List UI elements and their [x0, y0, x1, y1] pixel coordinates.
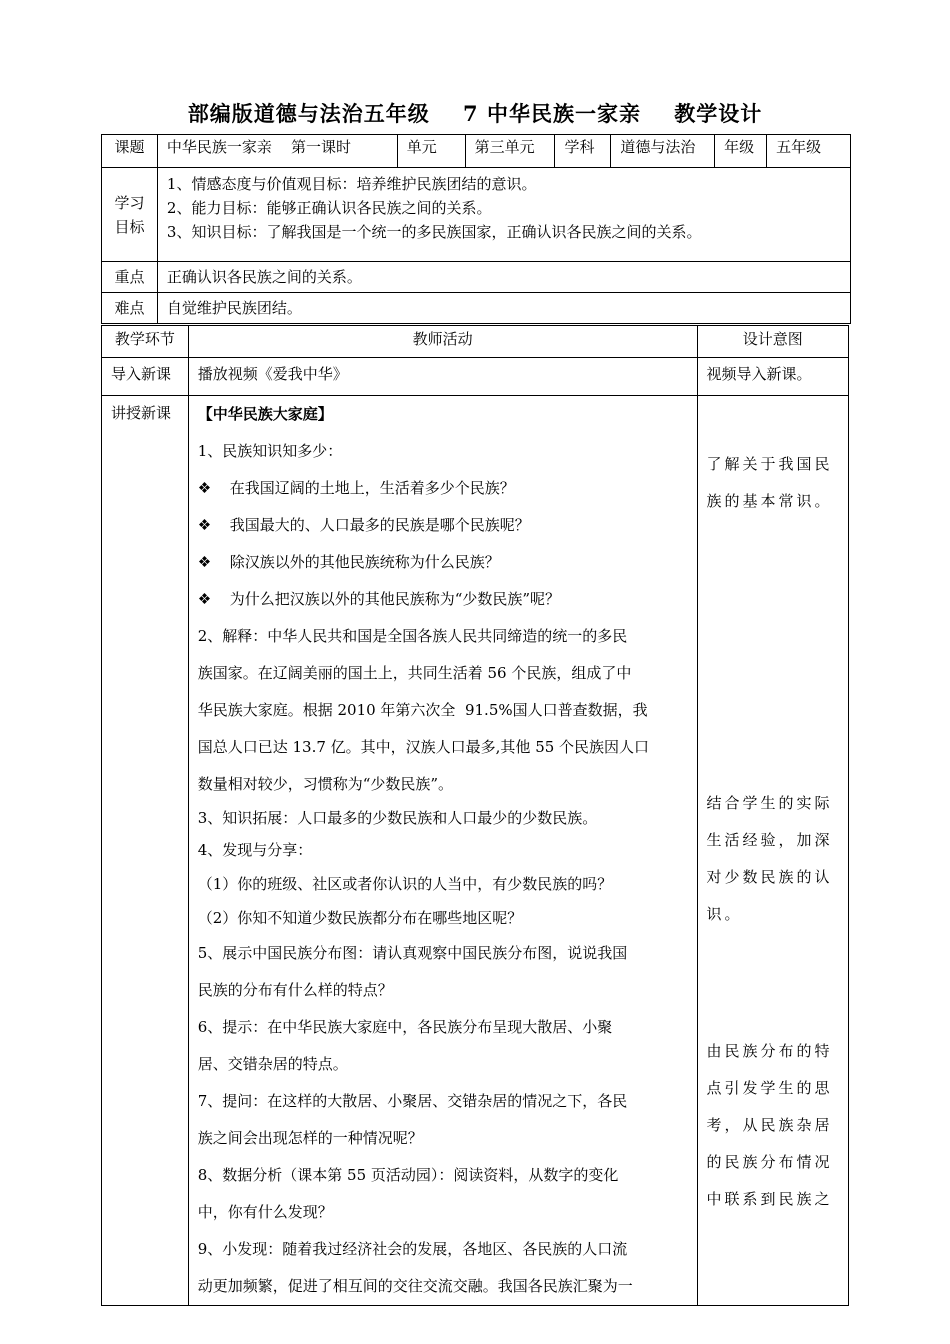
lesson-info-table: [101, 134, 851, 324]
activity-line: 华民族大家庭。根据 2010 年第六次全 91.5%国人口普查数据，我: [197, 701, 648, 719]
intent-note-2: [707, 785, 840, 933]
page-title: 部编版道德与法治五年级 7 中华民族一家亲 教学设计: [187, 101, 763, 126]
bullet-text: 为什么把汉族以外的其他民族称为“少数民族”呢？: [229, 590, 561, 608]
activity-line: 3、知识拓展：人口最多的少数民族和人口最少的少数民族。: [197, 809, 598, 827]
activity-line: 4、发现与分享：: [197, 841, 313, 859]
intent-line: 考，从民族杂居: [706, 1116, 833, 1134]
objective-item: 3、知识目标：了解我国是一个统一的多民族国家，正确认识各民族之间的关系。: [166, 223, 702, 241]
bullet-text: 在我国辽阔的土地上，生活着多少个民族？: [229, 479, 515, 497]
activity-line: 9、小发现：随着我过经济社会的发展，各地区、各民族的人口流: [197, 1240, 628, 1258]
objectives-label-line1: 学习: [114, 193, 145, 212]
difficulty-row: [102, 293, 851, 324]
intent-note-1: [707, 446, 840, 520]
header-teacher: 教师活动: [188, 326, 697, 358]
intro-activity: 播放视频《爱我中华》: [188, 358, 697, 396]
bullet-text: 我国最大的、人口最多的民族是哪个民族呢？: [229, 516, 530, 534]
bullet-item: [198, 544, 688, 581]
bullet-icon: ❖: [197, 479, 212, 497]
objective-item: 2、能力目标：能够正确认识各民族之间的关系。: [166, 199, 492, 217]
key-point-label: 重点: [102, 262, 158, 293]
section-heading: 【中华民族大家庭】: [197, 405, 333, 423]
intent-line: 对少数民族的认: [706, 868, 833, 886]
subject-label: 学科: [555, 135, 611, 168]
topic-label: 课题: [102, 135, 158, 168]
objectives-label: [102, 168, 158, 262]
intent-line: 了解关于我国民: [706, 455, 833, 473]
activity-line: （2）你知不知道少数民族都分布在哪些地区呢？: [197, 909, 523, 927]
lesson-stage: 讲授新课: [102, 396, 189, 1306]
lesson-activity: [188, 396, 697, 1306]
bullet-text: 除汉族以外的其他民族统称为什么民族？: [229, 553, 500, 571]
bullet-item: [198, 507, 688, 544]
activity-line: 8、数据分析（课本第 55 页活动园）：阅读资料，从数字的变化: [197, 1166, 619, 1184]
activity-line: 居、交错杂居的特点。: [197, 1055, 348, 1073]
header-stage: 教学环节: [102, 326, 189, 358]
bullet-icon: ❖: [197, 516, 212, 534]
subject-value: 道德与法治: [611, 135, 715, 168]
bullet-icon: ❖: [197, 590, 212, 608]
activity-line: 1、民族知识知多少：: [197, 442, 343, 460]
topic-row: [102, 135, 851, 168]
intent-line: 由民族分布的特: [706, 1042, 833, 1060]
lesson-row: [102, 396, 849, 1306]
intent-line: 结合学生的实际: [706, 794, 833, 812]
intro-row: [102, 358, 849, 396]
activity-line: 2、解释：中华人民共和国是全国各族人民共同缔造的统一的多民: [197, 627, 628, 645]
activity-line: 5、展示中国民族分布图：请认真观察中国民族分布图，说说我国: [197, 944, 628, 962]
teaching-process-table: [101, 325, 849, 1306]
intent-note-3: [707, 1033, 840, 1218]
key-point-value: 正确认识各民族之间的关系。: [157, 262, 850, 293]
activity-line: 中，你有什么发现？: [197, 1203, 333, 1221]
intent-line: 点引发学生的思: [706, 1079, 833, 1097]
activity-line: 族国家。在辽阔美丽的国土上，共同生活着 56 个民族，组成了中: [197, 664, 632, 682]
unit-value: 第三单元: [465, 135, 555, 168]
lesson-intent: [697, 396, 849, 1306]
activity-line: 族之间会出现怎样的一种情况呢？: [197, 1129, 423, 1147]
intent-line: 生活经验，加深: [706, 831, 833, 849]
header-row: [102, 326, 849, 358]
grade-label: 年级: [715, 135, 767, 168]
objectives-content: [157, 168, 850, 262]
grade-value: 五年级: [767, 135, 851, 168]
objectives-label-line2: 目标: [114, 217, 145, 236]
difficulty-label: 难点: [102, 293, 158, 324]
activity-line: 6、提示：在中华民族大家庭中，各民族分布呈现大散居、小聚: [197, 1018, 613, 1036]
objectives-row: [102, 168, 851, 262]
header-intent: 设计意图: [697, 326, 849, 358]
topic-value: 中华民族一家亲 第一课时: [157, 135, 397, 168]
activity-line: 7、提问：在这样的大散居、小聚居、交错杂居的情况之下，各民: [197, 1092, 628, 1110]
activity-line: 国总人口已达 13.7 亿。其中，汉族人口最多,其他 55 个民族因人口: [197, 738, 650, 756]
intro-stage: 导入新课: [102, 358, 189, 396]
intent-line: 族的基本常识。: [706, 492, 833, 510]
activity-line: 动更加频繁，促进了相互间的交往交流交融。我国各民族汇聚为一: [197, 1277, 633, 1295]
key-point-row: [102, 262, 851, 293]
intro-intent: 视频导入新课。: [697, 358, 849, 396]
bullet-icon: ❖: [197, 553, 212, 571]
intent-line: 中联系到民族之: [706, 1190, 833, 1208]
unit-label: 单元: [397, 135, 465, 168]
activity-line: 民族的分布有什么样的特点？: [197, 981, 393, 999]
bullet-item: [198, 581, 688, 618]
objective-item: 1、情感态度与价值观目标：培养维护民族团结的意识。: [166, 175, 537, 193]
intent-line: 识。: [706, 905, 743, 923]
intent-line: 的民族分布情况: [706, 1153, 833, 1171]
activity-line: （1）你的班级、社区或者你认识的人当中，有少数民族的吗？: [197, 875, 613, 893]
bullet-item: [198, 470, 688, 507]
difficulty-value: 自觉维护民族团结。: [157, 293, 850, 324]
activity-line: 数量相对较少，习惯称为“少数民族”。: [197, 775, 454, 793]
